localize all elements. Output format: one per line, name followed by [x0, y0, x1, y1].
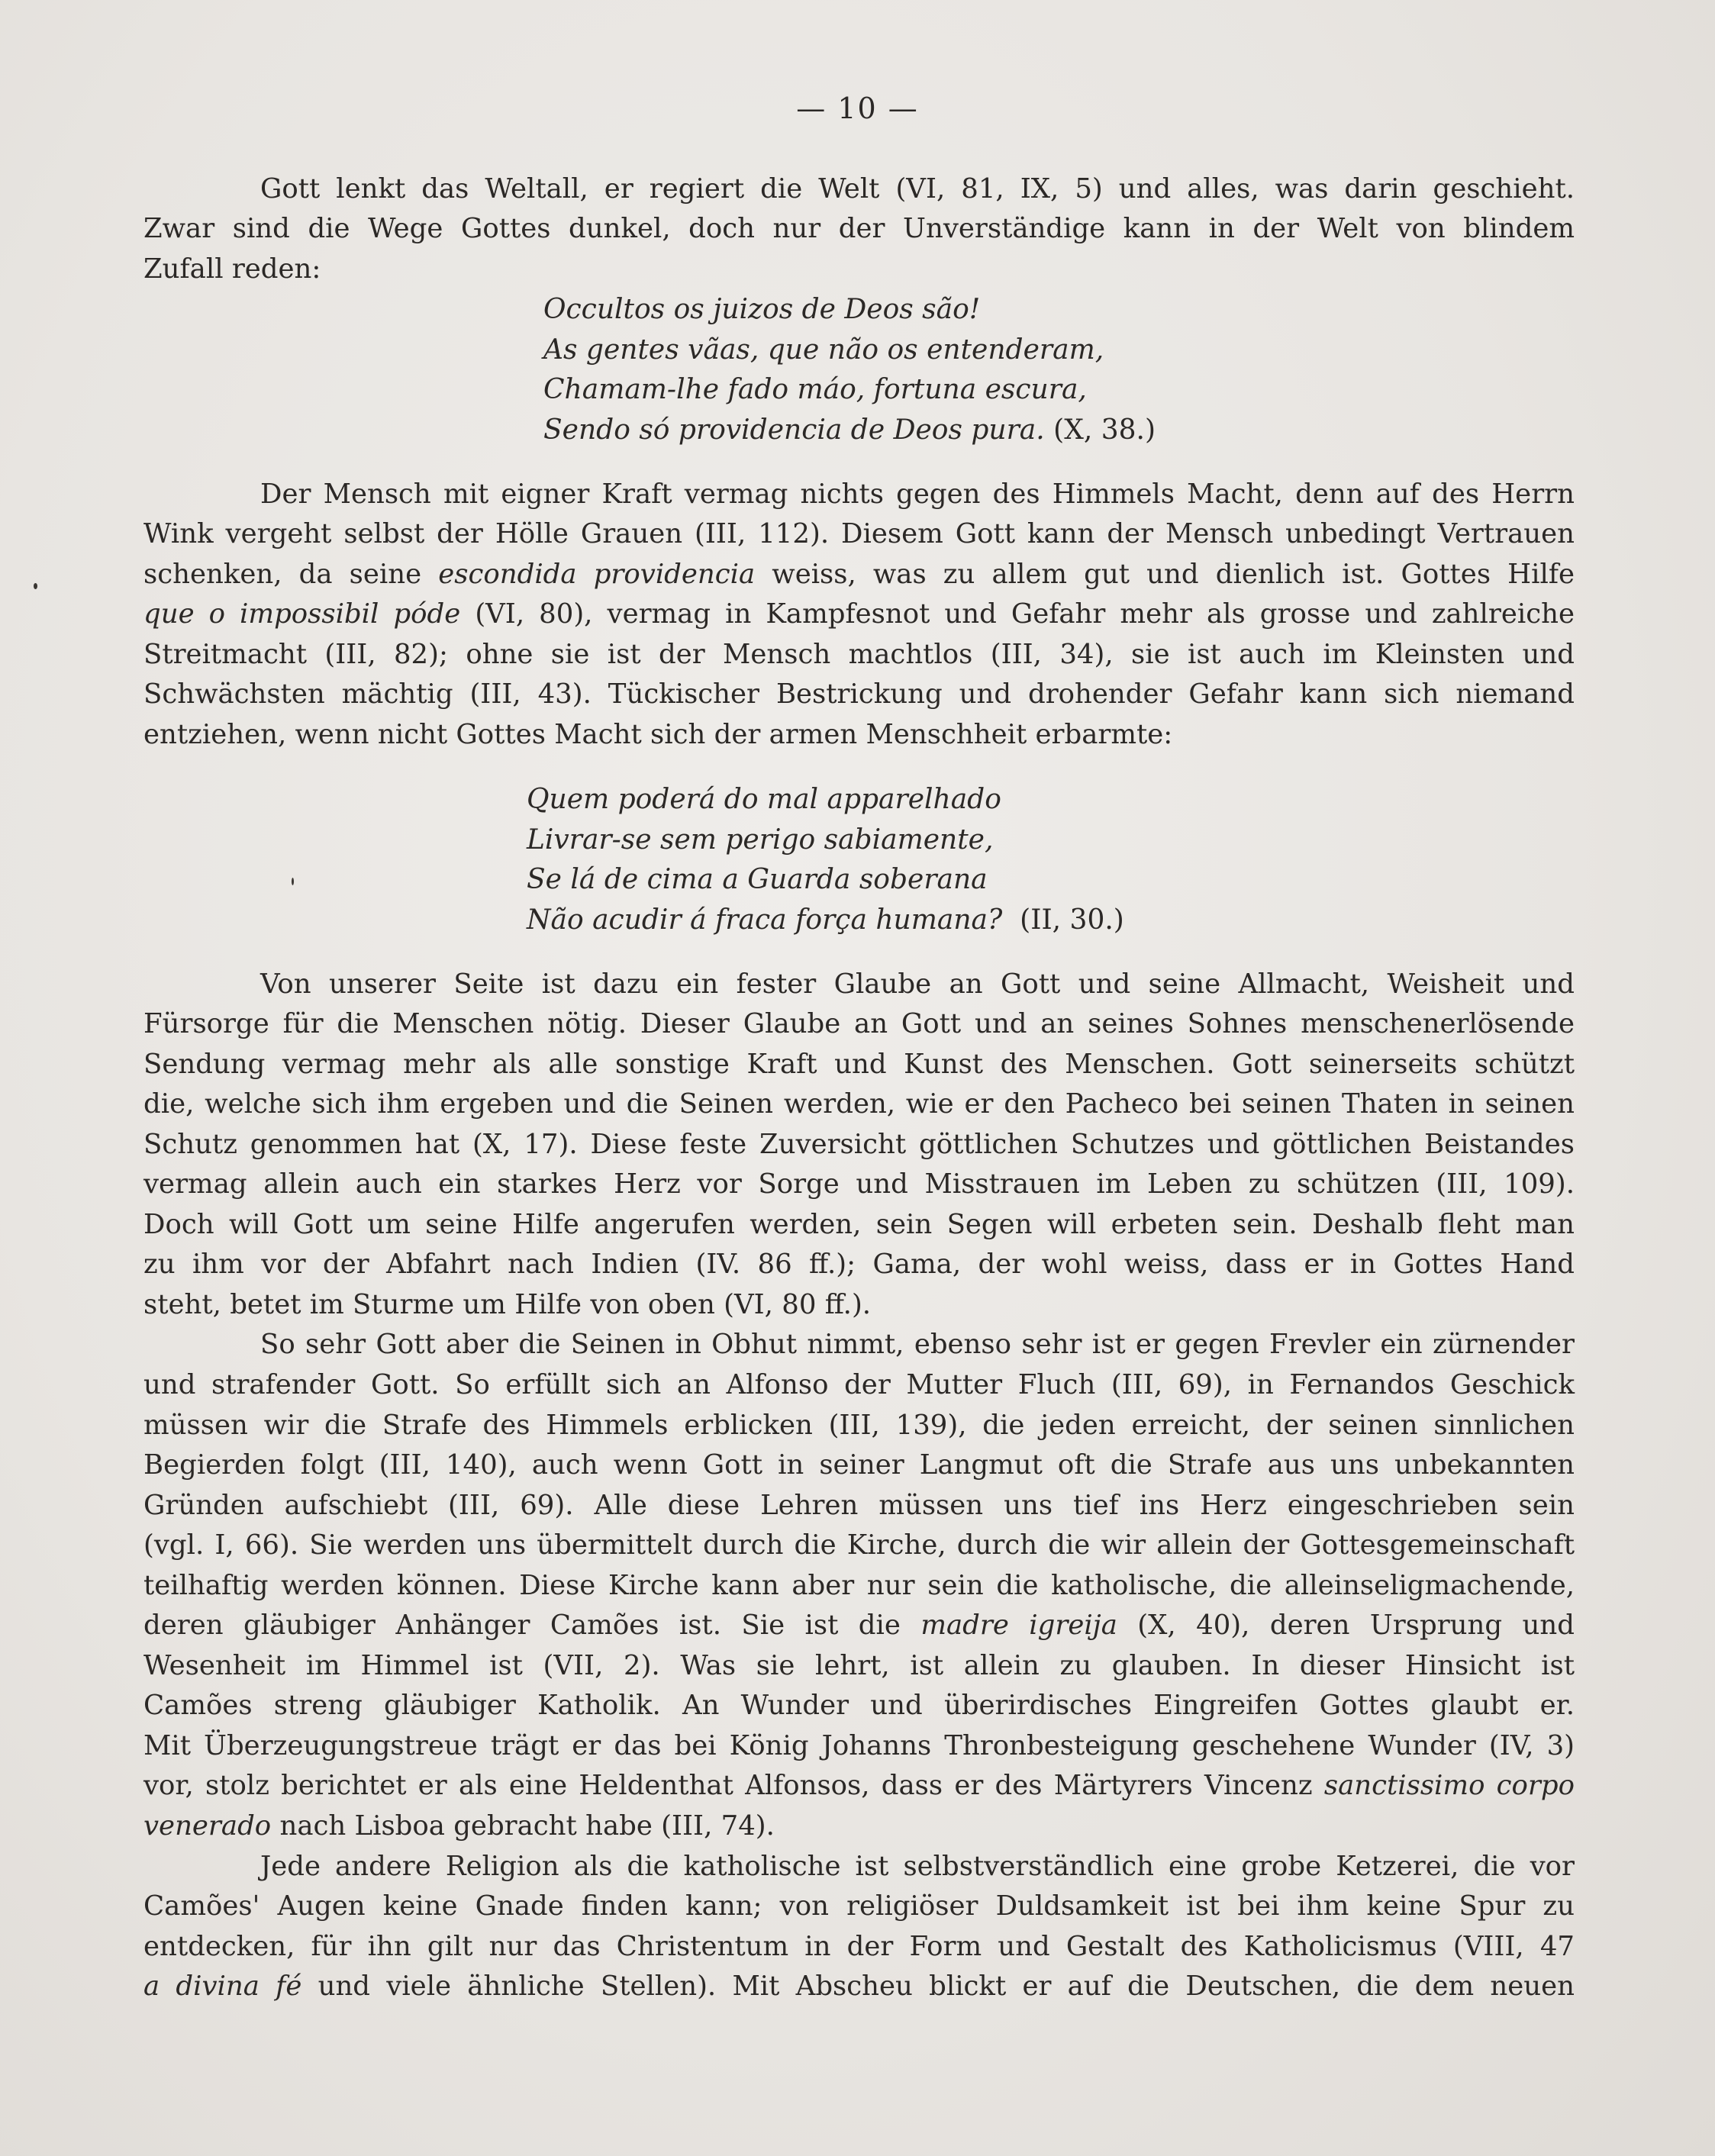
scan-speck — [34, 583, 37, 589]
paragraph-5-body — [143, 1887, 1575, 2007]
text-line: Camões' Augen keine Gnade finden kann; von religiöser Duldsamkeit ist bei ihm keine Spur zu — [143, 1890, 1575, 1922]
paragraph-1-end — [143, 250, 1575, 290]
paragraph-4-body — [143, 1365, 1575, 1806]
text-line: Camões streng gläubiger Katholik. An Wunder und überirdisches Eingreifen Gottes glaubt er. — [143, 1690, 1575, 1721]
verse-line: Occultos os juizos de Deos são! — [543, 294, 981, 325]
paragraph-2 — [143, 475, 1575, 515]
text-line: Sendung vermag mehr als alle sonstige Kraft und Kunst des Menschen. Gott seinerseits schützt — [143, 1048, 1575, 1080]
text-run: (VI, 80), vermag in Kampfesnot und Gefahr mehr als grosse und zahlreiche — [460, 598, 1575, 630]
verse-line: Livrar-se sem perigo sabiamente, — [527, 823, 994, 856]
paragraph-3-end — [143, 1285, 1575, 1326]
text-line: Wink vergeht selbst der Hölle Grauen (III, 112). Diesem Gott kann der Mensch unbedingt Vertrauen — [143, 518, 1575, 549]
verse-line: Chamam-lhe fado máo, fortuna escura, — [543, 374, 1087, 405]
paragraph-3 — [143, 965, 1575, 1005]
verse-block-1 — [543, 290, 1156, 450]
text-line: steht, betet im Sturme um Hilfe von oben (VI, 80 ff.). — [143, 1289, 872, 1320]
paragraph-3-body — [143, 1004, 1575, 1285]
text-run: weiss, was zu allem gut und dienlich ist. Gottes Hilfe — [755, 559, 1575, 590]
paragraph-2-body — [143, 514, 1575, 555]
page-number: — 10 — — [796, 92, 919, 125]
text-line: Doch will Gott um seine Hilfe angerufen werden, sein Segen will erbeten sein. Deshalb fleht man — [143, 1208, 1575, 1240]
text-line: teilhaftig werden können. Diese Kirche kann aber nur sein die katholische, die alleinseligmachende, — [143, 1569, 1575, 1601]
verse-line: Não acudir á fraca força humana? — [527, 904, 1003, 936]
text-run: nach Lisboa gebracht habe (III, 74). — [271, 1810, 775, 1842]
italic-phrase: que o impossibil póde — [143, 598, 461, 630]
verse-reference: (II, 30.) — [1020, 904, 1124, 936]
text-line: die, welche sich ihm ergeben und die Seinen werden, wie er den Pacheco bei seinen Thaten in seinen — [143, 1088, 1575, 1120]
text-line: Von unserer Seite ist dazu ein fester Glaube an Gott und seine Allmacht, Weisheit und — [260, 968, 1575, 1000]
text-run: vor, stolz berichtet er als eine Heldenthat Alfonsos, dass er des Märtyrers Vincenz — [143, 1770, 1324, 1801]
text-line: Schutz genommen hat (X, 17). Diese feste Zuversicht göttlichen Schutzes und göttlichen Beistandes — [143, 1128, 1575, 1160]
text-line: Zufall reden: — [143, 253, 321, 285]
text-line: müssen wir die Strafe des Himmels erblicken (III, 139), die jeden erreicht, der seinen sinnlichen — [143, 1409, 1575, 1441]
text-line: Mit Überzeugungstreue trägt er das bei König Johanns Thronbesteigung geschehene Wunder (IV, 3) — [143, 1729, 1575, 1761]
text-line: Fürsorge für die Menschen nötig. Dieser Glaube an Gott und an seines Sohnes menschenerlösende — [143, 1008, 1575, 1039]
verse-line: Quem poderá do mal apparelhado — [527, 784, 1001, 815]
paragraph-1-cont — [143, 209, 1575, 250]
text-run: schenken, da seine — [143, 559, 439, 590]
verse-reference: (X, 38.) — [1053, 414, 1156, 446]
italic-phrase: escondida providencia — [438, 559, 756, 590]
italic-phrase: a divina fé — [143, 1971, 302, 2002]
text-line: Begierden folgt (III, 140), auch wenn Gott in seiner Langmut oft die Strafe aus uns unbekannten — [143, 1449, 1575, 1481]
text-line: entdecken, für ihn gilt nur das Christentum in der Form und Gestalt des Katholicismus (VIII, 47 — [143, 1930, 1575, 1962]
text-line: zu ihm vor der Abfahrt nach Indien (IV. 86 ff.); Gama, der wohl weiss, dass er in Gottes Hand — [143, 1249, 1575, 1280]
text-line: und strafender Gott. So erfüllt sich an Alfonso der Mutter Fluch (III, 69), in Fernandos Geschick — [143, 1369, 1575, 1400]
paragraph-5 — [143, 1847, 1575, 1887]
text-line: entziehen, wenn nicht Gottes Macht sich der armen Menschheit erbarmte: — [143, 719, 1173, 750]
text-line: Der Mensch mit eigner Kraft vermag nichts gegen des Himmels Macht, denn auf des Herrn — [260, 479, 1575, 510]
italic-phrase: madre igreija — [920, 1610, 1117, 1641]
text-line: Gründen aufschiebt (III, 69). Alle diese Lehren müssen uns tief ins Herz eingeschrieben sein — [143, 1489, 1575, 1521]
paragraph-2-line4 — [143, 595, 1575, 635]
italic-phrase: venerado — [143, 1810, 272, 1842]
verse-line: As gentes vãas, que não os entenderam, — [543, 334, 1104, 366]
paragraph-2-line7 — [143, 715, 1575, 756]
paragraph-4-end — [143, 1806, 1575, 1847]
paragraph-2-line5 — [143, 635, 1575, 675]
text-line: Wesenheit im Himmel ist (VII, 2). Was sie lehrt, ist allein zu glauben. In dieser Hinsicht ist — [143, 1649, 1575, 1681]
verse-line: Sendo só providencia de Deos pura. — [543, 414, 1045, 446]
text-line: Streitmacht (III, 82); ohne sie ist der Mensch machtlos (III, 34), sie ist auch im Kleinsten und — [143, 639, 1575, 670]
paragraph-2-line3 — [143, 555, 1575, 595]
text-line: (vgl. I, 66). Sie werden uns übermittelt durch die Kirche, durch die wir allein der Gottesgemeinschaft — [143, 1529, 1575, 1561]
text-line: Jede andere Religion als die katholische ist selbstverständlich eine grobe Ketzerei, die vor — [260, 1851, 1575, 1882]
paragraph-2-line6 — [143, 675, 1575, 715]
paragraph-4 — [143, 1325, 1575, 1365]
scan-speck — [292, 878, 294, 885]
verse-line: Se lá de cima a Guarda soberana — [527, 864, 988, 895]
paragraph-1 — [143, 169, 1575, 210]
text-run: (X, 40), deren Ursprung und — [1117, 1610, 1575, 1641]
italic-phrase: sanctissimo corpo — [1323, 1770, 1575, 1801]
text-line: Gott lenkt das Weltall, er regiert die Welt (VI, 81, IX, 5) und alles, was darin geschieht. — [260, 173, 1575, 205]
text-line: Zwar sind die Wege Gottes dunkel, doch nur der Unverständige kann in der Welt von blindem — [143, 213, 1575, 244]
text-run: und viele ähnliche Stellen). Mit Abscheu blickt er auf die Deutschen, die dem neuen — [301, 1971, 1575, 2002]
text-line: So sehr Gott aber die Seinen in Obhut nimmt, ebenso sehr ist er gegen Frevler ein zürnender — [260, 1329, 1575, 1360]
text-line: Schwächsten mächtig (III, 43). Tückischer Bestrickung und drohender Gefahr kann sich niemand — [143, 678, 1575, 710]
text-line: vermag allein auch ein starkes Herz vor Sorge und Misstrauen im Leben zu schützen (III, 109). — [143, 1168, 1575, 1200]
text-run: deren gläubiger Anhänger Camões ist. Sie ist die — [143, 1610, 921, 1641]
verse-block-2 — [527, 780, 1124, 940]
